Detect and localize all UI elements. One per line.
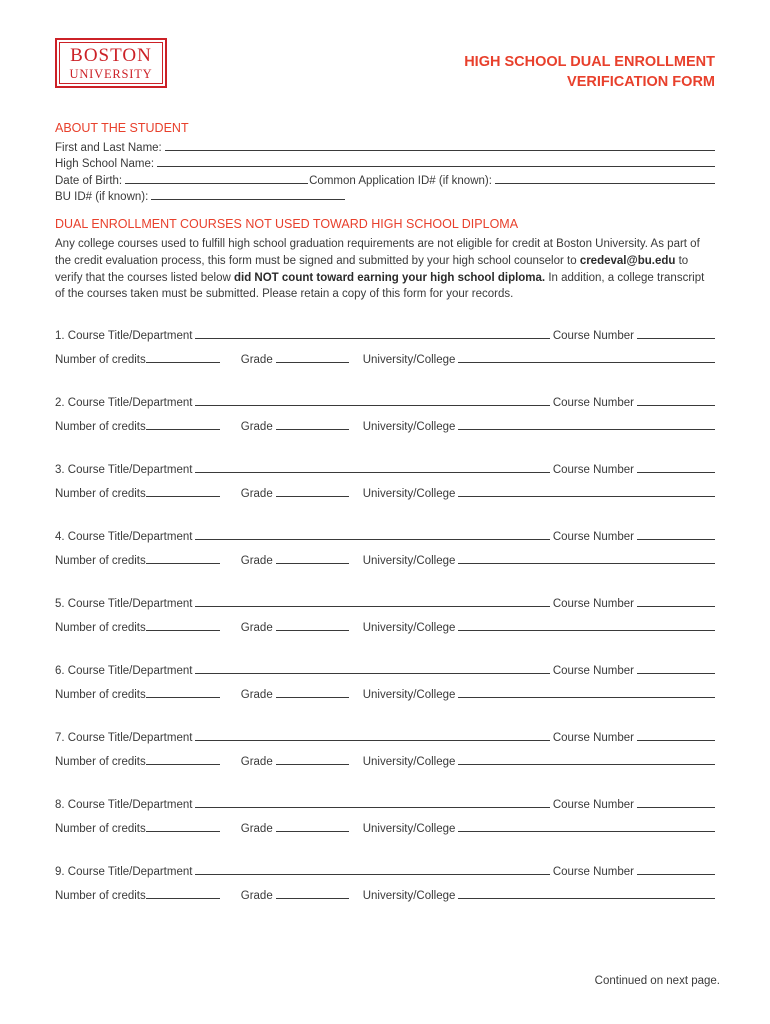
college-field[interactable] <box>458 831 715 832</box>
form-title <box>464 52 715 92</box>
course-number-field[interactable] <box>637 807 715 808</box>
instructions-part-3: In addition, a college transcript of the courses taken must be submitted. Please retain a copy of this form for your records. <box>55 271 705 301</box>
course-details-row <box>55 682 715 701</box>
course-title-row <box>55 323 715 342</box>
course-entry <box>55 792 715 835</box>
college-field[interactable] <box>458 429 715 430</box>
course-title-field[interactable] <box>195 338 549 339</box>
course-entry <box>55 524 715 567</box>
course-entry <box>55 859 715 902</box>
grade-label: Grade <box>240 421 273 434</box>
school-row <box>55 154 715 171</box>
grade-field[interactable] <box>276 496 349 497</box>
dob-row <box>55 170 715 187</box>
course-index: 6. <box>55 665 65 678</box>
bu-id-row <box>55 187 715 204</box>
course-details-row <box>55 883 715 902</box>
course-index: 7. <box>55 732 65 745</box>
credits-label: Number of credits <box>55 756 146 769</box>
bu-logo <box>55 38 167 88</box>
course-entry <box>55 658 715 701</box>
credits-label: Number of credits <box>55 890 146 903</box>
course-title-label: Course Title/Department <box>67 464 193 477</box>
course-number-field[interactable] <box>637 606 715 607</box>
course-details-row <box>55 414 715 433</box>
name-field[interactable] <box>165 150 715 151</box>
credits-field[interactable] <box>146 898 220 899</box>
instructions-paragraph <box>55 236 715 303</box>
credits-field[interactable] <box>146 697 220 698</box>
grade-label: Grade <box>240 488 273 501</box>
course-entry <box>55 457 715 500</box>
course-entry <box>55 323 715 366</box>
course-title-label: Course Title/Department <box>67 866 193 879</box>
credits-label: Number of credits <box>55 622 146 635</box>
grade-label: Grade <box>240 823 273 836</box>
form-content <box>55 120 715 926</box>
course-title-row <box>55 390 715 409</box>
course-title-field[interactable] <box>195 539 549 540</box>
credits-field[interactable] <box>146 362 220 363</box>
credits-label: Number of credits <box>55 354 146 367</box>
grade-label: Grade <box>240 890 273 903</box>
college-field[interactable] <box>458 362 715 363</box>
college-label: University/College <box>362 823 456 836</box>
course-number-field[interactable] <box>637 874 715 875</box>
credits-label: Number of credits <box>55 488 146 501</box>
course-title-label: Course Title/Department <box>67 598 193 611</box>
college-field[interactable] <box>458 898 715 899</box>
grade-field[interactable] <box>276 764 349 765</box>
course-index: 5. <box>55 598 65 611</box>
college-label: University/College <box>362 555 456 568</box>
grade-label: Grade <box>240 622 273 635</box>
name-label: First and Last Name: <box>55 141 162 154</box>
grade-field[interactable] <box>276 831 349 832</box>
course-index: 9. <box>55 866 65 879</box>
instructions-part-2: to verify that the courses listed below <box>55 254 689 284</box>
course-title-row <box>55 591 715 610</box>
course-title-label: Course Title/Department <box>67 665 193 678</box>
course-number-label: Course Number <box>552 330 634 343</box>
grade-label: Grade <box>240 689 273 702</box>
course-entry <box>55 591 715 634</box>
college-field[interactable] <box>458 630 715 631</box>
bu-id-label: BU ID# (if known): <box>55 191 149 203</box>
course-number-label: Course Number <box>552 397 634 410</box>
college-field[interactable] <box>458 496 715 497</box>
course-number-field[interactable] <box>637 539 715 540</box>
grade-label: Grade <box>240 756 273 769</box>
course-number-field[interactable] <box>637 338 715 339</box>
course-number-label: Course Number <box>552 464 634 477</box>
grade-label: Grade <box>240 555 273 568</box>
credits-label: Number of credits <box>55 421 146 434</box>
course-title-row <box>55 658 715 677</box>
school-label: High School Name: <box>55 158 155 170</box>
course-title-field[interactable] <box>195 740 549 741</box>
grade-field[interactable] <box>276 362 349 363</box>
grade-field[interactable] <box>276 563 349 564</box>
course-details-row <box>55 548 715 567</box>
course-number-label: Course Number <box>552 732 634 745</box>
course-number-field[interactable] <box>637 740 715 741</box>
course-title-field[interactable] <box>195 405 549 406</box>
common-app-field[interactable] <box>495 183 715 184</box>
course-number-label: Course Number <box>552 665 634 678</box>
course-details-row <box>55 481 715 500</box>
credits-field[interactable] <box>146 496 220 497</box>
grade-field[interactable] <box>276 697 349 698</box>
course-title-field[interactable] <box>195 606 549 607</box>
course-number-label: Course Number <box>552 531 634 544</box>
course-title-label: Course Title/Department <box>67 732 193 745</box>
course-number-field[interactable] <box>637 405 715 406</box>
college-label: University/College <box>362 756 456 769</box>
bu-logo-frame <box>59 42 163 84</box>
course-title-label: Course Title/Department <box>67 397 193 410</box>
course-index: 3. <box>55 464 65 477</box>
course-number-label: Course Number <box>552 866 634 879</box>
credits-field[interactable] <box>146 831 220 832</box>
college-label: University/College <box>362 689 456 702</box>
college-label: University/College <box>362 488 456 501</box>
common-app-label: Common Application ID# (if known): <box>309 174 492 187</box>
course-number-label: Course Number <box>552 799 634 812</box>
credits-label: Number of credits <box>55 689 146 702</box>
course-details-row <box>55 615 715 634</box>
grade-field[interactable] <box>276 898 349 899</box>
course-number-field[interactable] <box>637 673 715 674</box>
college-field[interactable] <box>458 563 715 564</box>
course-entry <box>55 725 715 768</box>
course-index: 2. <box>55 397 65 410</box>
course-title-row <box>55 725 715 744</box>
college-label: University/College <box>362 622 456 635</box>
course-title-field[interactable] <box>195 673 549 674</box>
course-title-row <box>55 524 715 543</box>
course-title-row <box>55 457 715 476</box>
college-label: University/College <box>362 421 456 434</box>
course-details-row <box>55 347 715 366</box>
instructions-part-1: Any college courses used to fulfill high school graduation requirements are not eligible for credit at Boston University. As part of the credit evaluation process, this form must be signed and submitted by your high school counselor to <box>55 238 700 267</box>
course-index: 1. <box>55 330 65 343</box>
course-number-label: Course Number <box>552 598 634 611</box>
credits-field[interactable] <box>146 630 220 631</box>
bu-id-field[interactable] <box>151 199 345 200</box>
instructions-emphasis: did NOT count toward earning your high school diploma. <box>233 271 546 284</box>
college-field[interactable] <box>458 697 715 698</box>
course-title-label: Course Title/Department <box>67 531 193 544</box>
grade-field[interactable] <box>276 630 349 631</box>
logo-line-1: BOSTON <box>70 44 152 66</box>
course-title-field[interactable] <box>195 874 549 875</box>
course-number-field[interactable] <box>637 472 715 473</box>
college-field[interactable] <box>458 764 715 765</box>
course-title-field[interactable] <box>195 472 549 473</box>
name-row <box>55 137 715 154</box>
email-address: credeval@bu.edu <box>579 254 676 267</box>
credits-field[interactable] <box>146 764 220 765</box>
grade-field[interactable] <box>276 429 349 430</box>
courses-heading: DUAL ENROLLMENT COURSES NOT USED TOWARD HIGH SCHOOL DIPLOMA <box>55 217 519 231</box>
course-title-field[interactable] <box>195 807 549 808</box>
credits-label: Number of credits <box>55 823 146 836</box>
form-title-line-2: VERIFICATION FORM <box>567 74 715 90</box>
course-title-row <box>55 792 715 811</box>
credits-field[interactable] <box>146 563 220 564</box>
college-label: University/College <box>362 354 456 367</box>
course-index: 4. <box>55 531 65 544</box>
logo-line-2: UNIVERSITY <box>69 66 153 81</box>
course-entry <box>55 390 715 433</box>
about-heading: ABOUT THE STUDENT <box>55 121 189 135</box>
course-title-row <box>55 859 715 878</box>
continued-note: Continued on next page. <box>594 975 720 987</box>
course-details-row <box>55 749 715 768</box>
credits-label: Number of credits <box>55 555 146 568</box>
course-title-label: Course Title/Department <box>67 330 193 343</box>
credits-field[interactable] <box>146 429 220 430</box>
course-list <box>55 323 715 902</box>
grade-label: Grade <box>240 354 273 367</box>
form-title-line-1: HIGH SCHOOL DUAL ENROLLMENT <box>464 54 715 70</box>
school-field[interactable] <box>157 166 715 167</box>
course-title-label: Course Title/Department <box>67 799 193 812</box>
college-label: University/College <box>362 890 456 903</box>
course-index: 8. <box>55 799 65 812</box>
dob-label: Date of Birth: <box>55 174 123 187</box>
dob-field[interactable] <box>125 183 308 184</box>
course-details-row <box>55 816 715 835</box>
